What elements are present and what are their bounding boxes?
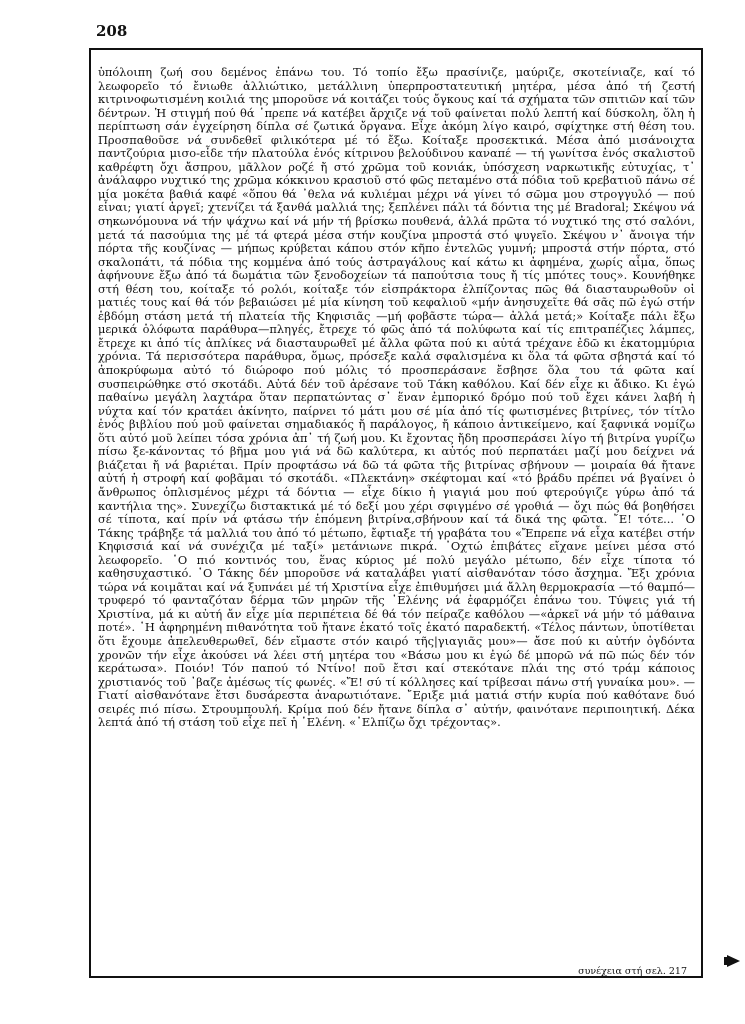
body-paragraph: ὑπόλοιπη ζωή σου δεμένος ἐπάνω του. Τό τοπίο ἔξω πρασίνιζε, μαύριζε, σκοτείνιαζε, καί τό λεωφορεῖο τό ἔνιωθε ἀλλιώτικο, μετάλλινη ὑπερπροστατευτική μητέρα, μέσα ἀπό τή ζεστή κιτρινοφωτισμένη κοιλιά της μποροῦσε νά κοιτάζει τούς ὄγκους καί τά σχήματα τῶν σπιτιῶν καί τῶν δέντρων. Ἡ στιγμή πού θά ᾽πρεπε νά κατέβει ἄρχιζε νά τοῦ φαίνεται πολύ λεπτή καί δύσκολη, ὅλη ἡ περίπτωση σάν ἐγχείρηση δίπλα σέ ζωτικά ὄργανα. Εἶχε ἀκόμη λίγο καιρό, σφίχτηκε στή θέση του. Προσπαθοῦσε νά συνδεθεῖ φιλικότερα μέ τό ἔξω. Κοίταξε προσεκτικά. Μέσα ἀπό μισάνοιχτα παντζούρια μισο-εἶδε τήν πλατούλα ἑνός κίτρινου βελούδινου καναπέ — τή γωνίτσα ἑνός σκαλιστοῦ καθρέφτη ὄχι ἄσπρου, μᾶλλον ροζέ ἤ στό χρῶμα τοῦ κονιάκ, ὑπόσχεση ναρκωτικῆς εὐτυχίας, τ᾽ ἀνάλαφρο νυχτικό της χρῶμα κόκκινου κρασιοῦ στό φῶς πεταμένο στά πόδια τοῦ κρεβατιοῦ πάνω σέ μία μοκέτα βαθιά καφέ «ὅπου θά ᾽θελα νά κυλιέμαι μέχρι νά γίνει τό σῶμα μου στρογγυλό — πού εἶναι; γιατί ἀργεῖ; χτενίζει τά ξανθά μαλλιά της; ξεπλένει πάλι τά δόντια της μέ Bradoral; Σκέψου νά σηκωνόμουνα νά τήν ψάχνω καί νά μήν τή βρίσκω πουθενά, ἀλλά πρῶτα τό νυχτικό της στό σαλόνι, μετά τά πασούμια της μέ τά φτερά μέσα στήν κουζίνα μπροστά στό ψυγεῖο. Σκέψου ν᾽ ἄνοιγα τήν πόρτα τῆς κουζίνας — μήπως κρύβεται κάπου στόν κῆπο ἐντελῶς γυμνή; μπροστά στήν πόρτα, στό σκαλοπάτι, τά πόδια της κομμένα ἀπό τούς ἀστραγάλους καί κάτω κι ἀφημένα, χωρίς αἷμα, ὅπως ἀφήνουνε ἔξω ἀπό τά δωμάτια τῶν ξενοδοχείων τά παπούτσια τους ἤ τίς μπότες τους». Κουνήθηκε στή θέση του, κοίταξε τό ρολόι, κοίταξε τόν εἰσπράκτορα ἐλπίζοντας πῶς θά διασταυρωθοῦν οἱ ματιές τους καί θά τόν βεβαιώσει μέ μία κίνηση τοῦ κεφαλιοῦ «μήν ἀνησυχεῖτε θά σᾶς πῶ ἐγώ στήν ἑβδόμη στάση μετά τή πλατεία τῆς Κηφισιᾶς —μή φοβᾶστε τώρα— ἀλλά μετά;» Κοίταξε πάλι ἔξω μερικά ὁλόφωτα παράθυρα—πληγές, ἔτρεχε τό φῶς ἀπό τά πολύφωτα καί τίς επιτραπέζιες λάμπες, ἔτρεχε κι ἀπό τίς ἀπλίκες νά διασταυρωθεῖ μέ ἄλλα φῶτα πού κι αὐτά τρέχανε ἐδῶ κι ἑκατομμύρια χρόνια. Τά περισσότερα παράθυρα, ὅμως, πρόσεξε καλά σφαλισμένα κι ὅλα τά φῶτα σβηστά καί τό ἀποκρύφωμα αὐτό τό διώροφο πού μόλις τό προσπεράσανε ἔσβησε ὅλα του τά φῶτα καί συσπειρώθηκε στό σκοτάδι. Αὐτά δέν τοῦ ἀρέσανε τοῦ Τάκη καθόλου. Καί δέν εἶχε κι ἄδικο. Κι ἐγώ παθαίνω μεγάλη λαχτάρα ὅταν περπατώντας σ᾽ ἕναν ἐμπορικό δρόμο πού τοῦ ἔχει κάνει λαβή ἡ νύχτα καί τόν κρατάει ἀκίνητο, παίρνει τό μάτι μου σέ μία ἀπό τίς φωτισμένες βιτρίνες, τόν τίτλο ἑνός βιβλίου πού μοῦ φαίνεται σημαδιακός ἤ παράλογος, ἤ κάποιο ἀντικείμενο, καί ξαφνικά νομίζω ὅτι αὐτό μοῦ λείπει τόσα χρόνια ἀπ᾽ τή ζωή μου. Κι ἔχοντας ἤδη προσπεράσει λίγο τή βιτρίνα γυρίζω πίσω ξε-κάνοντας τό βῆμα μου γιά νά δῶ καλύτερα, κι αὐτός πού περπατάει μαζί μου δείχνει νά βιάζεται ἤ νά βαριέται. Πρίν προφτάσω νά δῶ τά φῶτα τῆς βιτρίνας σβήνουν — μοιραία θά ἤτανε αὐτή ἡ στροφή καί φοβᾶμαι τό σκοτάδι. «Πλεκτάνη» σκέφτομαι καί «τό βράδυ πρέπει νά βγαίνει ὁ ἄνθρωπος ὁπλισμένος μέχρι τά δόντια — εἶχε δίκιο ἡ γιαγιά μου πού φτερούγιζε γύρω ἀπό τά καντήλια της». Συνεχίζω διστακτικά μέ τό δεξί μου χέρι σφιγμένο σέ γροθιά — ὄχι πώς θά βοηθήσει σέ τίποτα, καί πρίν νά φτάσω τήν ἑπόμενη βιτρίνα,σβήνουν καί τά δικά της φῶτα. ῎Ε! τότε... ῾Ο Τάκης τράβηξε τά μαλλιά του ἀπό τό μέτωπο, ἔφτιαξε τή γραβάτα του «Ἔπρεπε νά εἶχα κατέβει στήν Κηφισσιά καί νά συνέχιζα μέ ταξί» μετάνιωνε πικρά. ᾽Οχτώ ἐπιβάτες εἴχανε μείνει μέσα στό λεωφορεῖο. ῾Ο πιό κοντινός του, ἕνας κύριος μέ πολύ μεγάλο μέτωπο, δέν εἶχε τίποτα τό καθησυχαστικό. ῾Ο Τάκης δέν μποροῦσε νά καταλάβει γιατί αἰσθανόταν τόσο ἄσχημα. Ἔξι χρόνια τώρα νά κοιμᾶται καί νά ξυπνάει μέ τή Χριστίνα εἶχε ἐπιθυμήσει μιά ἄλλη θερμοκρασία —τό θαμπό— τρυφερό τό φανταζόταν δέρμα τῶν μηρῶν τῆς ῾Ελένης νά ἐφαρμόζει ἐπάνω του. Τύψεις γιά τή Χριστίνα, μά κι αὐτή ἄν εἶχε μία περιπέτεια δέ θά τόν πείραζε καθόλου —«ἀρκεῖ νά μήν τό μάθαινα ποτέ». ῾Η ἀφηρημένη πιθανότητα τοῦ ἤτανε ἑκατό τοῖς ἑκατό παραδεκτή. «Τέλος πάντων, ὑποτίθεται ὅτι ἔχουμε ἀπελευθερωθεῖ, δέν εἴμαστε στόν καιρό τῆς|γιαγιᾶς μου»— ἄσε πού κι αὐτήν ὀγδόντα χρονῶν τήν εἶχε ἀκούσει νά λέει στή μητέρα του «Βάσω μου κι ἐγώ δέ μπορῶ νά πῶ πώς δέν τόν κεράτωσα». Ποιόν! Τόν παπού τό Ντίνο! ποῦ ἔτσι καί στεκότανε πλάι της στό τράμ κάποιος χριστιανός τοῦ ᾽βαζε ἀμέσως τίς φωνές. «Ἔ! σύ τί κόλλησες καί τρίβεσαι πάνω στή γυναίκα μου». — Γιατί αἰσθανότανε ἔτσι δυσάρεστα ἀναρωτιότανε. ῎Εριξε μιά ματιά στήν κυρία πού καθότανε δυό σειρές πιό πίσω. Στρουμπουλή. Κρίμα πού δέν ἤτανε δίπλα σ᾽ αὐτήν, φαινότανε περιποιητική. Δέκα λεπτά ἀπό τή στάση τοῦ εἶχε πεῖ ἡ ῾Ελένη. «᾽Ελπίζω ὄχι τρέχοντας». (98, 65, 695, 730)
pointing-arrow-icon (724, 955, 740, 967)
continuation-note: συνέχεια στή σελ. 217 (578, 966, 687, 977)
article-body (98, 66, 695, 730)
page-number: 208 (96, 22, 128, 40)
